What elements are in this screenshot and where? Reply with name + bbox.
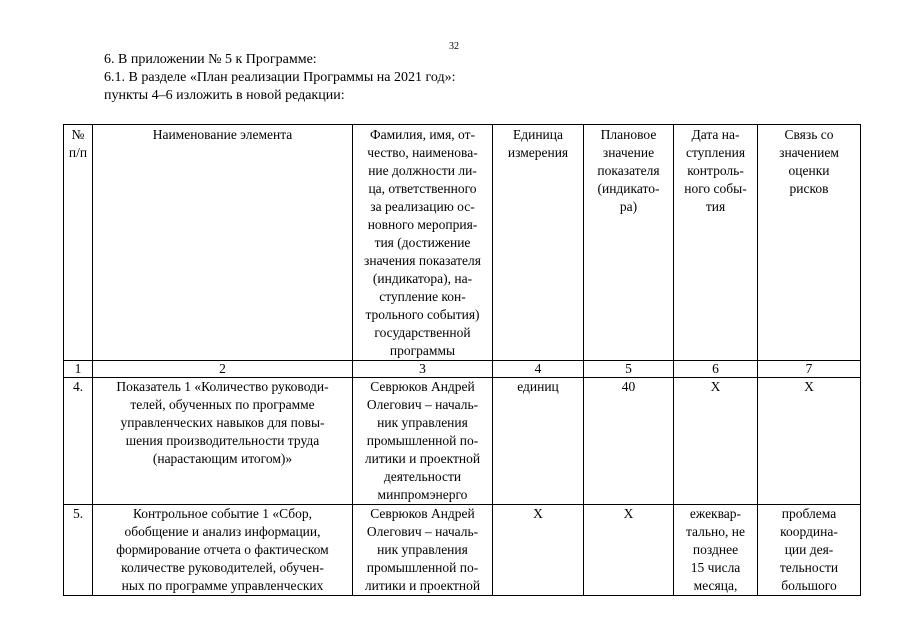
header-cell-event-date: Дата на- ступления контроль- ного собы- тия [674, 125, 758, 361]
column-number: 3 [353, 361, 493, 378]
page-number: 32 [449, 41, 459, 52]
table-row [64, 378, 861, 505]
column-number: 7 [758, 361, 861, 378]
header-cell-element-name: Наименование элемента [93, 125, 353, 361]
header-cell-number: № п/п [64, 125, 93, 361]
risk-link-cell: Х [758, 378, 861, 505]
column-number: 4 [493, 361, 584, 378]
plan-value-cell: Х [584, 505, 674, 596]
plan-value-cell: 40 [584, 378, 674, 505]
header-cell-responsible: Фамилия, имя, от- чество, наименова- ние должности ли- ца, ответственного за реализацию ос- новного мероприя- тия (достижение значения показателя (индикатора), на- ступление кон- трольного события) государственной программы [353, 125, 493, 361]
unit-cell: Х [493, 505, 584, 596]
column-numbering-row [64, 361, 861, 378]
element-name-cell: Контрольное событие 1 «Сбор, обобщение и анализ информации, формирование отчета о фактическом количестве руководителей, обучен- ных по программе управленческих [93, 505, 353, 596]
header-cell-plan-value: Плановое значение показателя (индикато- ра) [584, 125, 674, 361]
element-name-cell: Показатель 1 «Количество руководи- телей, обученных по программе управленческих навыков для повы- шения производительности труда (нарастающим итогом)» [93, 378, 353, 505]
responsible-cell: Севрюков Андрей Олегович – началь- ник управления промышленной по- литики и проектной деятельности минпромэнерго [353, 378, 493, 505]
event-date-cell: Х [674, 378, 758, 505]
intro-text [104, 51, 456, 105]
table-row [64, 505, 861, 596]
column-number: 2 [93, 361, 353, 378]
column-number: 5 [584, 361, 674, 378]
column-number: 1 [64, 361, 93, 378]
row-number: 4. [64, 378, 93, 505]
unit-cell: единиц [493, 378, 584, 505]
implementation-plan-table [63, 124, 861, 596]
row-number: 5. [64, 505, 93, 596]
table-header-row [64, 125, 861, 361]
intro-line-2: 6.1. В разделе «План реализации Программы на 2021 год»: [104, 70, 456, 85]
event-date-cell: ежеквар- тально, не позднее 15 числа месяца, [674, 505, 758, 596]
header-cell-risk-link: Связь со значением оценки рисков [758, 125, 861, 361]
risk-link-cell: проблема координа- ции дея- тельности большого [758, 505, 861, 596]
intro-line-1: 6. В приложении № 5 к Программе: [104, 52, 317, 67]
header-cell-unit: Единица измерения [493, 125, 584, 361]
intro-line-3: пункты 4–6 изложить в новой редакции: [104, 88, 345, 103]
column-number: 6 [674, 361, 758, 378]
responsible-cell: Севрюков Андрей Олегович – началь- ник управления промышленной по- литики и проектной [353, 505, 493, 596]
